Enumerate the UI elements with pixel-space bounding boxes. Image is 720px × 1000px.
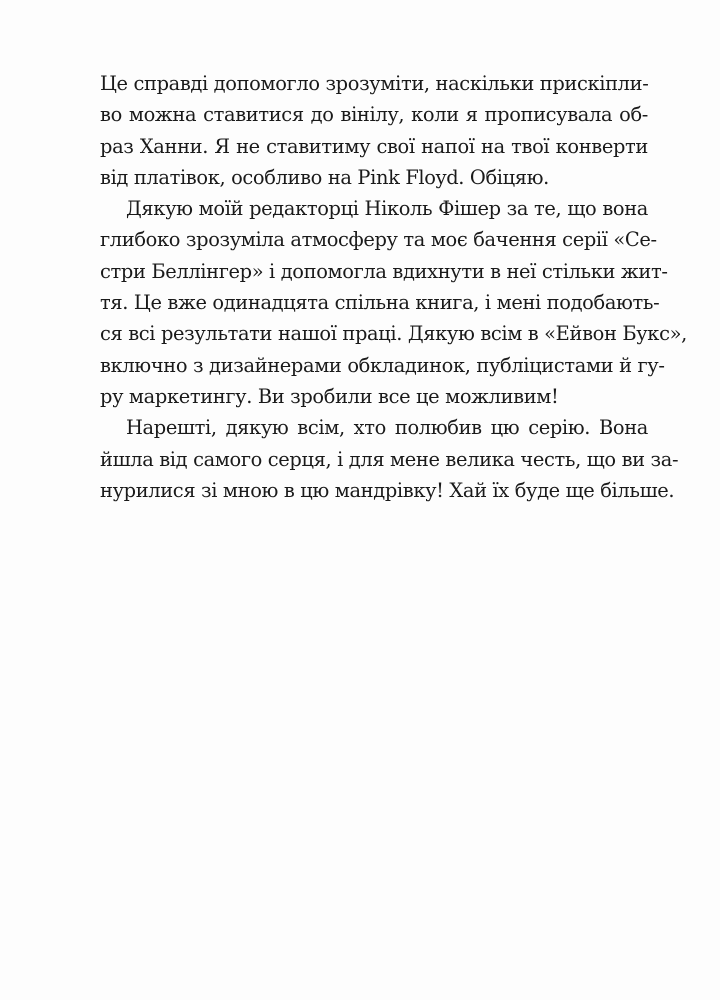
paragraph-2 xyxy=(100,193,687,412)
body-text xyxy=(100,68,687,506)
text-line: глибоко зрозуміла атмосферу та моє бачення серії «Се- xyxy=(100,228,657,252)
paragraph-1 xyxy=(100,68,648,193)
text-line: ру маркетингу. Ви зробили все це можливим! xyxy=(100,384,559,408)
text-line: ся всі результати нашої праці. Дякую всім в «Ейвон Букс», xyxy=(100,322,687,346)
text-line: тя. Це вже одинадцята спільна книга, і мені подобають- xyxy=(100,291,660,315)
text-line: раз Ханни. Я не ставитиму свої напої на твої конверти xyxy=(100,134,648,158)
text-line: йшла від самого серця, і для мене велика честь, що ви за- xyxy=(100,447,679,471)
text-line: во можна ставитися до вінілу, коли я прописувала об- xyxy=(100,103,648,127)
text-line: Нарешті, дякую всім, хто полюбив цю серію. Вона xyxy=(126,416,648,440)
text-line: від платівок, особливо на Pink Floyd. Обіцяю. xyxy=(100,165,549,189)
text-line: Це справді допомогло зрозуміти, наскільки прискіпли- xyxy=(100,72,649,95)
text-line: нурилися зі мною в цю мандрівку! Хай їх буде ще більше. xyxy=(100,478,675,502)
text-line: стри Беллінгер» і допомогла вдихнути в неї стільки жит- xyxy=(100,259,668,283)
text-line: Дякую моїй редакторці Ніколь Фішер за те, що вона xyxy=(126,197,648,221)
text-line: включно з дизайнерами обкладинок, публіцистами й гу- xyxy=(100,353,665,377)
paragraph-3 xyxy=(100,412,679,506)
